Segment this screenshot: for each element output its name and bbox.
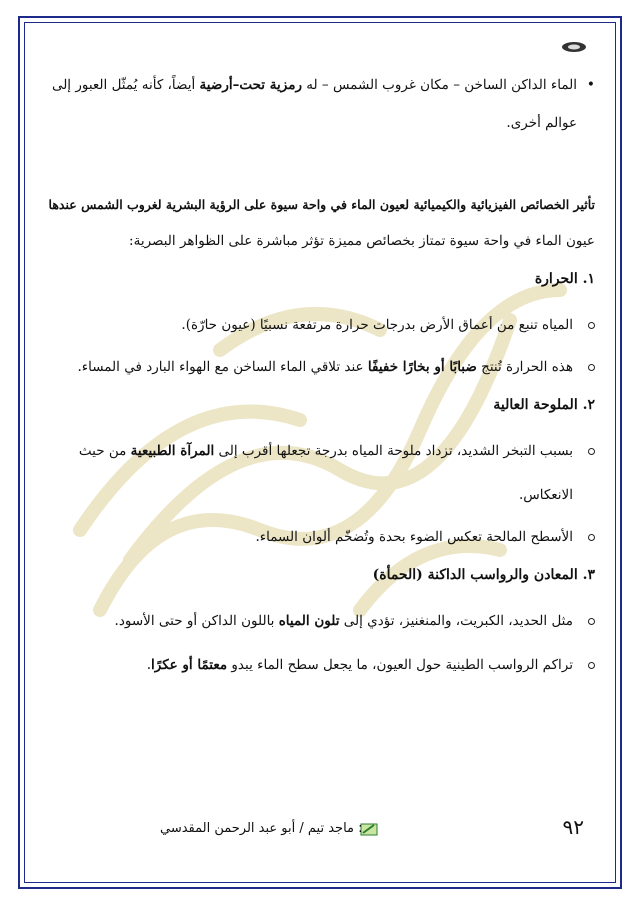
section-2-item-2: الأسطح المالحة تعكس الضوء بحدة وتُضخّم ألوان السماء. — [45, 527, 595, 547]
section-3-item-2: تراكم الرواسب الطينية حول العيون، ما يجعل سطح الماء يبدو معتمًا أو عكرًا. — [45, 655, 595, 675]
circle-bullet-icon — [588, 322, 595, 329]
section-2-title: ٢. الملوحة العالية — [493, 397, 595, 413]
intro-bullet: • الماء الداكن الساخن – مكان غروب الشمس – له رمزية تحت–أرضية أيضاً، كأنه يُمثّل العبور إلى — [45, 75, 595, 95]
corner-logo-icon — [560, 40, 588, 54]
section-heading: تأثير الخصائص الفيزيائية والكيميائية لعيون الماء في واحة سيوة على الرؤية البشرية لغروب الشمس عندها — [48, 197, 595, 212]
pen-icon — [360, 821, 380, 837]
section-intro: عيون الماء في واحة سيوة تمتاز بخصائص مميزة تؤثر مباشرة على الظواهر البصرية: — [129, 233, 595, 249]
page-footer — [40, 815, 600, 845]
circle-bullet-icon — [588, 618, 595, 625]
section-1-title: ١. الحرارة — [534, 271, 595, 287]
footer-author: : ماجد تيم / أبو عبد الرحمن المقدسي — [160, 821, 363, 836]
intro-bold: رمزية تحت–أرضية — [199, 77, 302, 93]
section-1-item-1: المياه تنبع من أعماق الأرض بدرجات حرارة مرتفعة نسبيًا (عيون حارّة). — [45, 315, 595, 335]
circle-bullet-icon — [588, 534, 595, 541]
page-number: ٩٢ — [562, 815, 584, 839]
section-2-item-1: بسبب التبخر الشديد، تزداد ملوحة المياه بدرجة تجعلها أقرب إلى المرآة الطبيعية من حيث — [45, 441, 595, 461]
document-body — [45, 65, 595, 675]
circle-bullet-icon — [588, 364, 595, 371]
section-3-item-1: مثل الحديد، الكبريت، والمنغنيز، تؤدي إلى تلون المياه باللون الداكن أو حتى الأسود. — [45, 611, 595, 631]
section-2-item-1-line2: الانعكاس. — [518, 487, 573, 503]
circle-bullet-icon — [588, 662, 595, 669]
intro-bullet-line2: عوالم أخرى. — [506, 115, 577, 131]
section-3-title: ٣. المعادن والرواسب الداكنة (الحمأة) — [372, 567, 595, 583]
circle-bullet-icon — [588, 448, 595, 455]
section-1-item-2: هذه الحرارة تُنتج ضبابًا أو بخارًا خفيفًا عند تلاقي الماء الساخن مع الهواء البارد في المساء. — [45, 357, 595, 377]
